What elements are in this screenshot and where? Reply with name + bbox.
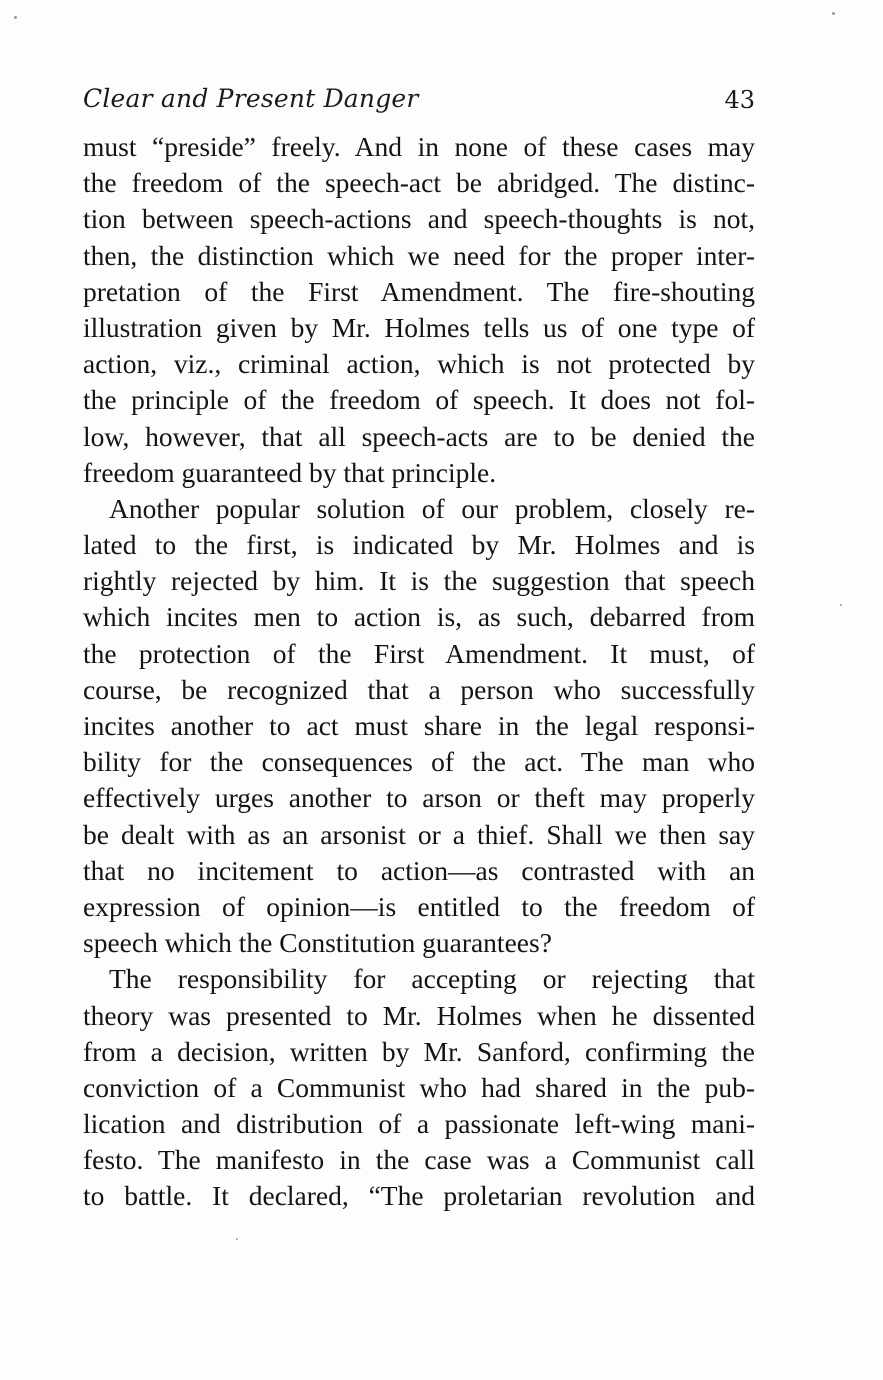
text-line: from a decision, written by Mr. Sanford, confirming the (83, 1035, 755, 1067)
text-line: lated to the first, is indicated by Mr. Holmes and is (83, 529, 755, 561)
text-line: the principle of the freedom of speech. It does not fol- (83, 384, 755, 416)
text-line: to battle. It declared, “The proletarian revolution and (83, 1180, 755, 1212)
text-line: the protection of the First Amendment. It must, of (83, 637, 755, 669)
text-line: freedom guaranteed by that principle. (83, 456, 497, 488)
text-line: be dealt with as an arsonist or a thief. Shall we then say (83, 818, 755, 850)
text-line: conviction of a Communist who had shared in the pub- (83, 1071, 755, 1103)
text-line: festo. The manifesto in the case was a Communist call (83, 1144, 755, 1176)
text-line: speech which the Constitution guarantees? (83, 927, 552, 959)
paper-speck (236, 1238, 238, 1240)
text-line: effectively urges another to arson or theft may properly (83, 782, 755, 814)
body-text (83, 129, 755, 1215)
text-line: theory was presented to Mr. Holmes when he dissented (83, 999, 755, 1031)
text-line: bility for the consequences of the act. The man who (83, 746, 755, 778)
paragraph-start-line: Another popular solution of our problem, closely re- (109, 492, 755, 524)
running-head (83, 84, 755, 124)
paragraph-start-line: The responsibility for accepting or rejecting that (109, 963, 755, 995)
text-line: illustration given by Mr. Holmes tells us of one type of (83, 311, 755, 343)
text-line: incites another to act must share in the legal responsi- (83, 710, 755, 741)
text-line: that no incitement to action—as contrasted with an (83, 854, 755, 886)
text-line: course, be recognized that a person who successfully (83, 673, 755, 705)
text-line: lication and distribution of a passionate left-wing mani- (83, 1108, 755, 1140)
paper-speck (832, 12, 835, 15)
text-line: tion between speech-actions and speech-thoughts is not, (83, 203, 755, 235)
running-title: Clear and Present Danger (83, 84, 419, 113)
text-line: rightly rejected by him. It is the suggestion that speech (83, 565, 755, 597)
text-line: which incites men to action is, as such, debarred from (83, 601, 755, 633)
text-line: action, viz., criminal action, which is not protected by (83, 348, 755, 380)
text-line: low, however, that all speech-acts are to be denied the (83, 420, 755, 452)
text-line: the freedom of the speech-act be abridged. The distinc- (83, 167, 755, 199)
text-line: pretation of the First Amendment. The fire-shouting (83, 275, 755, 307)
text-line: then, the distinction which we need for the proper inter- (83, 239, 755, 271)
paper-speck (840, 604, 842, 606)
page-number: 43 (724, 86, 755, 114)
paper-speck (14, 16, 17, 19)
text-line: must “preside” freely. And in none of these cases may (83, 131, 755, 162)
text-line: expression of opinion—is entitled to the freedom of (83, 890, 755, 922)
